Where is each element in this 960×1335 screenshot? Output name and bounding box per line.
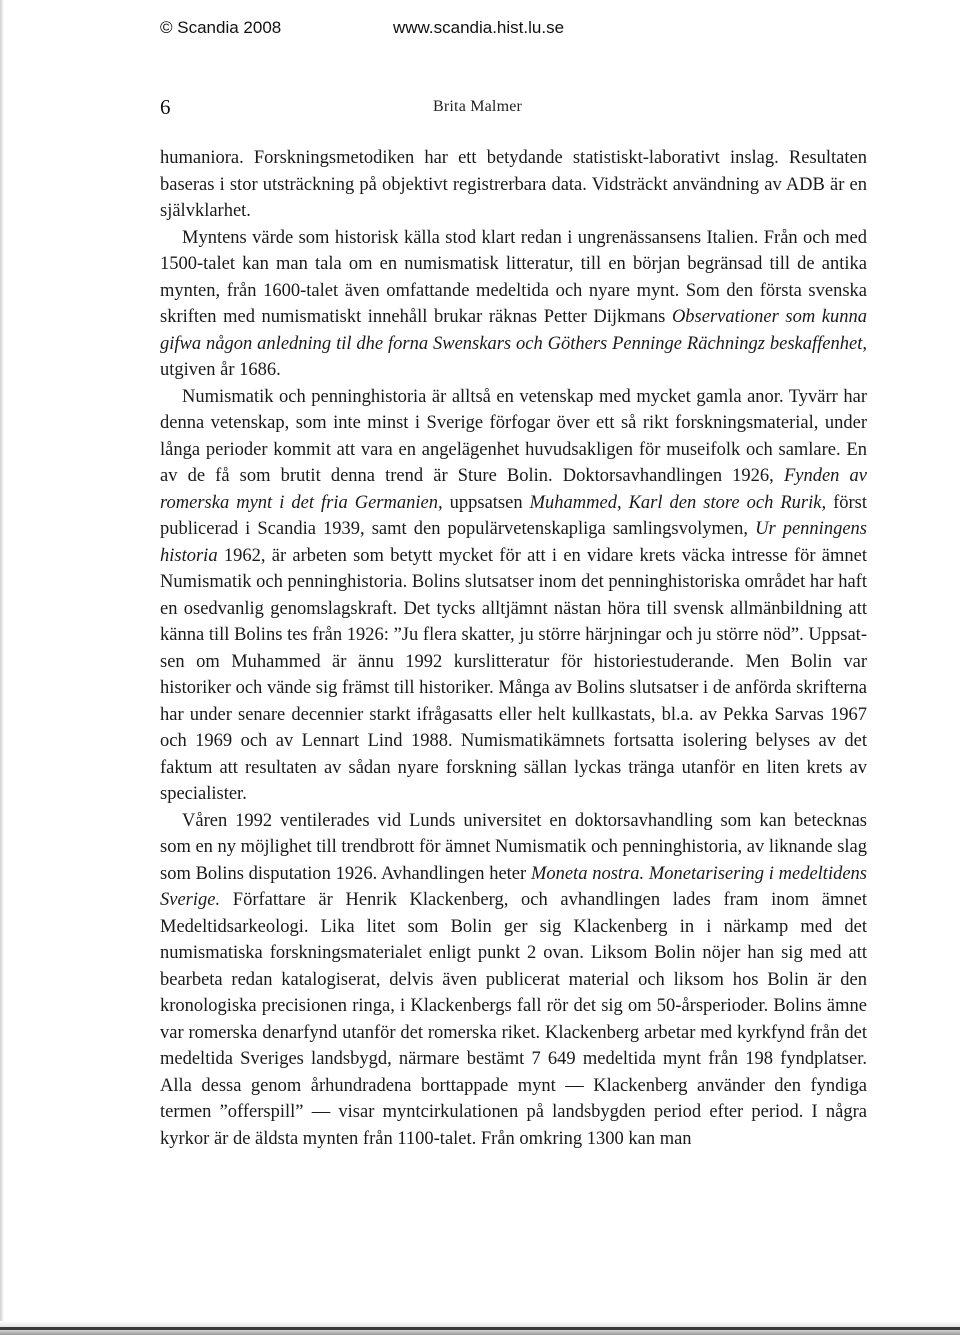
text-run: Myntens värde som historisk källa stod klart redan i ungrenässansens Italien. Från och med 1500-talet kan man tala om en numismatisk litteratur, till en början begränsad till de antika mynten, från 1600-talet även omfattande medeltida och nyare mynt. Som den första svenska skriften med numismatiskt innehåll brukar räknas Petter Dijkmans: [160, 227, 867, 327]
running-author: Brita Malmer: [433, 98, 523, 115]
scan-edge-left: [0, 0, 4, 1335]
book-title: Observationer som kunna gifwa någon anledning til dhe forna Swenskars och Göthers Penninge Rächningz beskaffenhet,: [160, 307, 867, 354]
page-number: 6: [160, 95, 171, 119]
text-run: uppsatsen: [442, 492, 530, 513]
source-bar: [0, 0, 960, 60]
text-run: först publicerad i Scandia 1939, samt den populärvetenskapliga samlingsvolymen,: [160, 492, 868, 539]
article-body: [160, 145, 867, 1152]
paragraph: [160, 145, 867, 225]
book-title: Fynden av romerska mynt i det fria Germanien,: [160, 466, 867, 513]
text-run: Våren 1992 ventilerades vid Lunds universitet en doktorsavhandling som kan betecknas som en ny möjlighet till trendbrott för ämnet Numismatik och penninghistoria, av liknande slag som Bolins disputation 1926. Avhandlingen heter: [160, 810, 867, 884]
text-run: humaniora. Forskningsmetodiken har ett betydande statistiskt-laborativt inslag. Resultaten baseras i stor utsträckning på objektivt registrerbara data. Vidsträckt användning av ADB är en självklarhet.: [160, 148, 867, 221]
text-run: 1962, är arbeten som betytt mycket för att i en vidare krets väcka intresse för ämnet Numismatik och penninghistoria. Bolins slutsatser inom det penninghistoriska området har haft en osedvanlig genomslagskraft. Det tycks alltjämnt nästan höra till svensk allmänbildning att känna till Bolins tes från 1926: ”Ju flera skatter, ju större härjningar och ju större nöd”. Uppsatsen om Muhammed är ännu 1992 kurslitteratur för historiestuderande. Men Bolin var historiker och vände sig främst till historiker. Många av Bolins slutsatser i de anförda skrifterna har under senare decennier starkt ifrågasatts eller helt kullkastats, bl.a. av Pekka Sarvas 1967 och 1969 och av Lennart Lind 1988. Numismatikämnets fortsatta isolering belyses av det faktum att resultaten av sådan nyare forskning sällan lyckas tränga utanför en liten krets av specialister.: [160, 545, 867, 804]
copyright-notice: © Scandia 2008: [160, 18, 282, 37]
text-run: Författare är Henrik Klackenberg, och avhandlingen lades fram inom ämnet Medeltidsarkeologi. Lika litet som Bolin ger sig Klackenberg in i närkamp med det numismatiska forskningsmaterialet enligt punkt 2 ovan. Liksom Bolin nöjer han sig med att bearbeta redan katalogiserat, delvis även publicerat material och liksom hos Bolin är den kronologiska precisionen ringa, i Klackenbergs fall rör det sig om 50-årsperioder. Bolins ämne var romerska denarfynd utanför det romerska riket. Klackenberg arbetar med kyrkfynd från det medeltida Sveriges landsbygd, närmare bestämt 7 649 medeltida mynt från 198 fyndplatser. Alla dessa genom århundradena borttappade mynt — Klackenberg använder den fyndiga termen ”offerspill” — visar myntcirkulationen på landsbygden period efter period. I några kyrkor är de äldsta mynten från 1100-talet. Från omkring 1300 kan man: [160, 890, 867, 1149]
book-title: Moneta nostra. Monetarisering i medeltidens Sverige.: [160, 863, 867, 910]
book-title: Muhammed, Karl den store och Rurik,: [529, 492, 827, 513]
scan-line: [0, 1327, 960, 1330]
running-header: [0, 90, 960, 130]
website-link[interactable]: www.scandia.hist.lu.se: [393, 18, 565, 37]
paragraph: [160, 808, 867, 1153]
text-run: Numismatik och penninghistoria är alltså en vetenskap med mycket gamla anor. Tyvärr har denna vetenskap, som inte minst i Sverige förfogar över ett så rikt forskningsmaterial, under långa perioder kommit att vara en angelägenhet huvudsakligen för museifolk och samlare. En av de få som brutit denna trend är Sture Bolin. Doktorsavhandlingen 1926,: [160, 386, 867, 486]
book-title: Ur penningens historia: [160, 519, 867, 566]
text-run: utgiven år 1686.: [160, 360, 281, 380]
paragraph: [160, 384, 867, 808]
paragraph: [160, 225, 867, 384]
